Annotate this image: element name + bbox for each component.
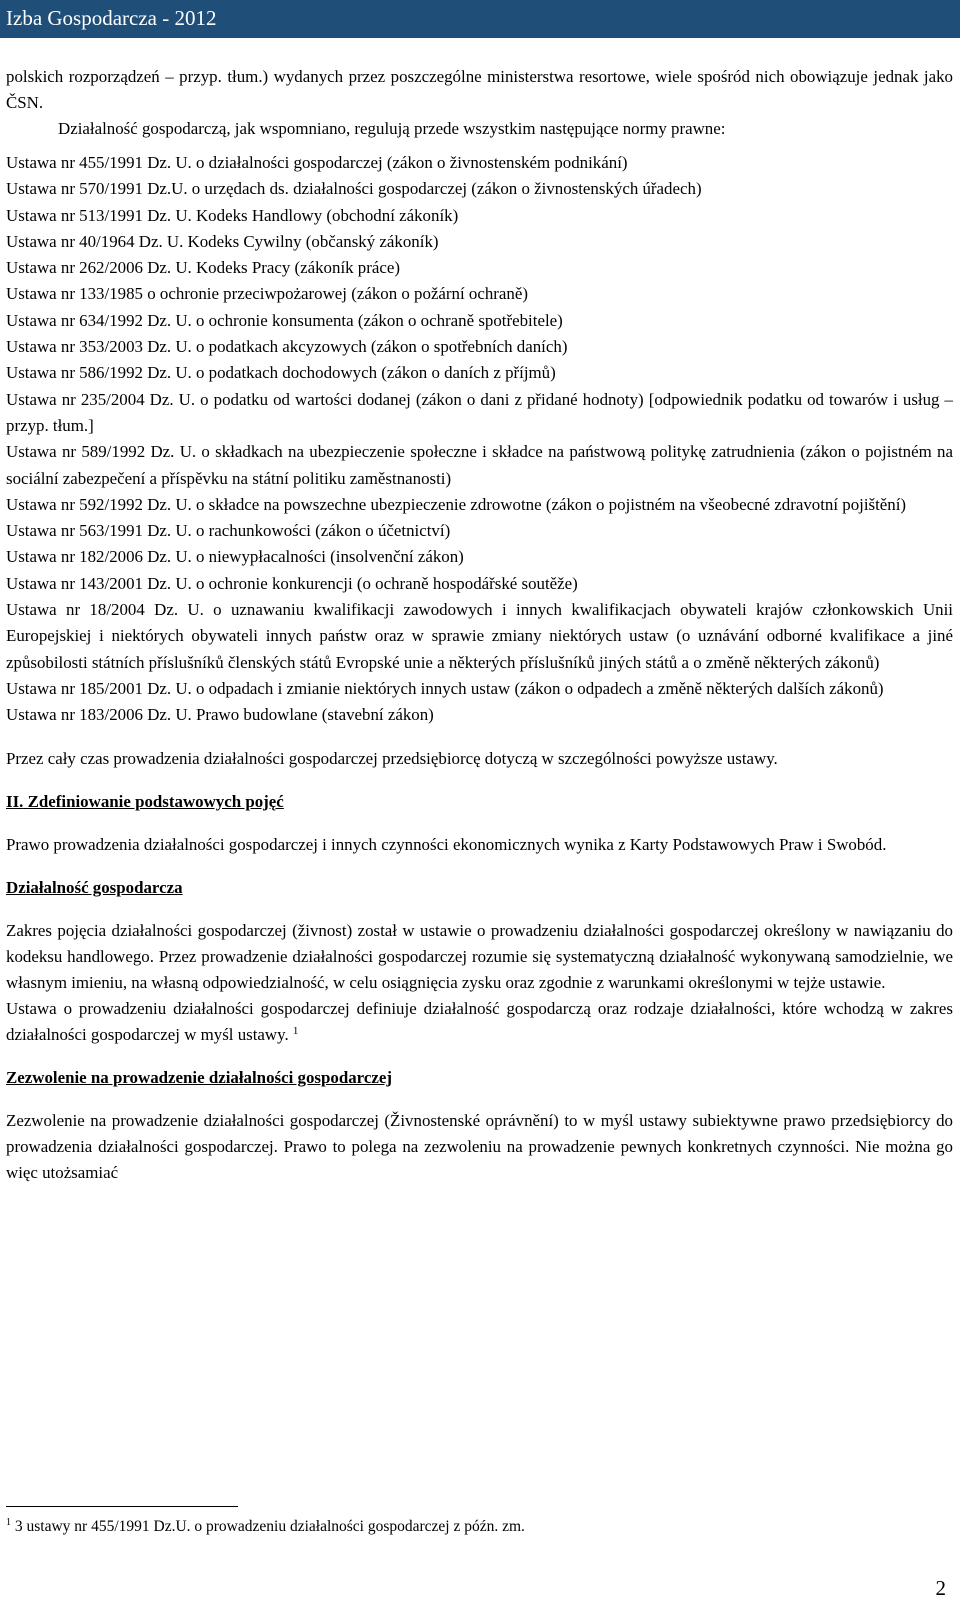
page-number: 2: [935, 1576, 946, 1600]
paragraph-section-intro: Prawo prowadzenia działalności gospodarczej i innych czynności ekonomicznych wynika z Karty Podstawowych Praw i Swobód.: [6, 834, 887, 854]
law-item: Ustawa nr 455/1991 Dz. U. o działalności gospodarczej (zákon o živnostenském podnikání): [6, 153, 628, 172]
section-title: Zdefiniowanie podstawowych pojęć: [27, 791, 284, 811]
subheading-dzialalnosc: Działalność gospodarcza: [6, 877, 183, 897]
paragraph-zezwolenie: Zezwolenie na prowadzenie działalności gospodarczej (Živnostenské oprávnění) to w myśl ustawy subiektywne prawo przedsiębiorcy do prowadzenia działalności gospodarczej. Prawo to polega na zezwoleniu na prowadzenie pewnych konkretnych czynności. Nie można go więc utożsamiać: [6, 1110, 953, 1182]
footnote-separator: [6, 1506, 238, 1507]
law-item: Ustawa nr 40/1964 Dz. U. Kodeks Cywilny (občanský zákoník): [6, 231, 439, 251]
law-item: Ustawa nr 570/1991 Dz.U. o urzędach ds. działalności gospodarczej (zákon o živnostenských úřadech): [6, 179, 702, 199]
law-item: Ustawa nr 262/2006 Dz. U. Kodeks Pracy (zákoník práce): [6, 258, 400, 278]
law-item: Ustawa nr 235/2004 Dz. U. o podatku od wartości dodanej (zákon o dani z přidané hodnoty) [odpowiednik podatku od towarów i usług – przyp. tłum.]: [6, 389, 953, 435]
law-item: Ustawa nr 185/2001 Dz. U. o odpadach i zmianie niektórych innych ustaw (zákon o odpadech a změně některých dalších zákonů): [6, 678, 884, 698]
paragraph-intro-continuation: polskich rozporządzeń – przyp. tłum.) wydanych przez poszczególne ministerstwa resortowe, wiele spośród nich obowiązuje jednak jako ČSN.: [6, 67, 953, 112]
section-heading: [6, 789, 953, 815]
law-item: Ustawa nr 133/1985 o ochronie przeciwpożarowej (zákon o požární ochraně): [6, 284, 528, 304]
law-item: Ustawa nr 586/1992 Dz. U. o podatkach dochodowych (zákon o daních z příjmů): [6, 363, 556, 383]
header-bar: [0, 0, 960, 38]
law-item: Ustawa nr 592/1992 Dz. U. o składce na powszechne ubezpieczenie zdrowotne (zákon o pojistném na všeobecné zdravotní pojištění): [6, 494, 907, 514]
paragraph-text: Ustawa o prowadzeniu działalności gospodarczej definiuje działalność gospodarczą oraz rodzaje działalności, które wchodzą w zakres działalności gospodarczej w myśl ustawy.: [6, 998, 953, 1044]
law-item: Ustawa nr 589/1992 Dz. U. o składkach na ubezpieczenie społeczne i składce na państwową politykę zatrudnienia (zákon o pojistném na sociální zabezpečení a příspěvku na státní politiku zaměstnanosti): [6, 442, 953, 488]
footnote-reference[interactable]: 1: [292, 1024, 299, 1037]
law-item: Ustawa nr 353/2003 Dz. U. o podatkach akcyzowych (zákon o spotřebních daních): [6, 337, 568, 357]
subheading-zezwolenie: Zezwolenie na prowadzenie działalności gospodarczej: [6, 1067, 392, 1087]
footnote: [6, 1517, 946, 1537]
paragraph-closing: Przez cały czas prowadzenia działalności gospodarczej przedsiębiorcę dotyczą w szczególności powyższe ustawy.: [6, 748, 778, 768]
footnote-text: 3 ustawy nr 455/1991 Dz.U. o prowadzeniu działalności gospodarczej z późn. zm.: [14, 1518, 525, 1535]
paragraph-dzialalnosc-definition: Zakres pojęcia działalności gospodarczej (živnost) został w ustawie o prowadzeniu działalności gospodarczej określony w nawiązaniu do kodeksu handlowego. Przez prowadzenie działalności gospodarczej rozumie się systematyczną działalność wykonywaną samodzielnie, we własnym imieniu, na własną odpowiedzialność, w celu osiągnięcia zysku oraz zgodnie z warunkami określonymi w tejże ustawie.: [6, 920, 953, 992]
document-header-title: Izba Gospodarcza - 2012: [6, 6, 217, 30]
law-item: Ustawa nr 563/1991 Dz. U. o rachunkowości (zákon o účetnictví): [6, 521, 451, 541]
law-item: Ustawa nr 634/1992 Dz. U. o ochronie konsumenta (zákon o ochraně spotřebitele): [6, 310, 563, 330]
page-content: [6, 64, 953, 1186]
paragraph-dzialalnosc-scope: [6, 996, 953, 1048]
law-item: Ustawa nr 143/2001 Dz. U. o ochronie konkurencji (o ochraně hospodářské soutěže): [6, 573, 578, 593]
law-item: Ustawa nr 513/1991 Dz. U. Kodeks Handlowy (obchodní zákoník): [6, 205, 459, 225]
law-list: [6, 150, 953, 729]
law-item: Ustawa nr 18/2004 Dz. U. o uznawaniu kwalifikacji zawodowych i innych kwalifikacjach obywateli krajów członkowskich Unii Europejskiej i niektórych obywateli innych państw oraz w sprawie zmiany niektórych ustaw (o uznávání odborné kvalifikace a jiné způsobilosti státních příslušníků členských států Evropské unie a některých příslušníků jiných států a o změně některých zákonů): [6, 600, 953, 672]
footnote-marker: 1: [6, 1517, 11, 1528]
paragraph-norms-intro: Działalność gospodarczą, jak wspomniano, regulują przede wszystkim następujące normy prawne:: [58, 119, 726, 138]
section-number: II.: [6, 791, 24, 811]
law-item: Ustawa nr 183/2006 Dz. U. Prawo budowlane (stavební zákon): [6, 705, 434, 725]
law-item: Ustawa nr 182/2006 Dz. U. o niewypłacalności (insolvenční zákon): [6, 547, 464, 567]
